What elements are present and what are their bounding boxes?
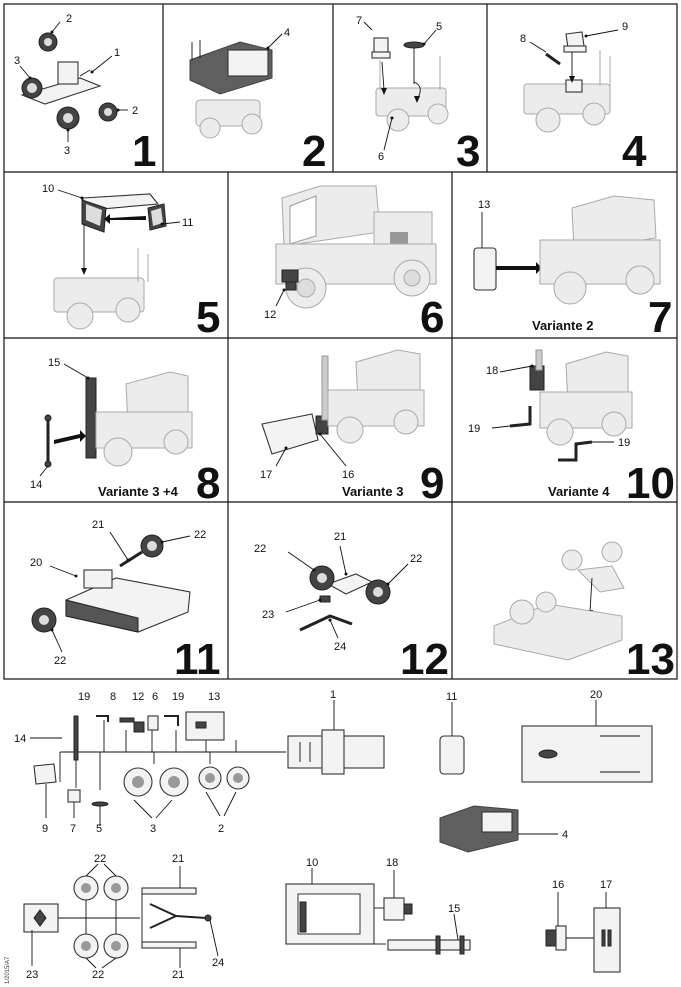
- seat-part-9: [564, 32, 586, 52]
- callout-19: 19: [78, 691, 91, 703]
- callout-12: 12: [264, 309, 277, 321]
- callout-7: 7: [356, 15, 363, 27]
- step-number: 1: [132, 127, 157, 176]
- ghost-chassis: [196, 100, 262, 138]
- panel-10: [468, 350, 675, 508]
- part-21a: [142, 888, 196, 894]
- callout-9: 9: [42, 823, 49, 835]
- callout-1: 1: [330, 689, 337, 701]
- ghost-tractor: [540, 196, 660, 304]
- part-17: [594, 908, 620, 972]
- wheel-part-22b: [366, 580, 390, 604]
- step-number: 4: [622, 127, 647, 176]
- wheel-part-3a: [22, 78, 42, 98]
- bracket-part-16: [316, 356, 328, 434]
- part-12: [134, 722, 144, 732]
- callout-10: 10: [306, 857, 319, 869]
- callout-22: 22: [92, 969, 105, 981]
- panel-12: [254, 531, 449, 684]
- panel-1: [14, 13, 156, 176]
- callout-10: 10: [42, 183, 55, 195]
- callout-21: 21: [172, 853, 185, 865]
- part-21b: [142, 942, 196, 948]
- variant-label: Variante 4: [548, 484, 610, 499]
- window-part-11: [148, 204, 166, 230]
- step-number: 9: [420, 459, 445, 508]
- lever-part-8: [546, 54, 560, 64]
- wheel-part-22a: [141, 535, 163, 557]
- callout-22: 22: [94, 853, 107, 865]
- part-5: [92, 802, 108, 820]
- variant-label: Variante 3 +4: [98, 484, 178, 499]
- ghost-vehicle: [376, 56, 448, 131]
- callout-9: 9: [622, 21, 629, 33]
- callout-22: 22: [54, 655, 67, 667]
- callout-17: 17: [260, 469, 273, 481]
- panel-3: [356, 15, 480, 176]
- callout-3: 3: [14, 55, 21, 67]
- wheel-part-22b: [32, 608, 56, 632]
- callout-19: 19: [618, 437, 631, 449]
- callout-24: 24: [334, 641, 347, 653]
- panel-9: [260, 350, 444, 508]
- wheel-part-2b: [99, 103, 117, 121]
- variant-label: Variante 2: [532, 318, 594, 333]
- panel-8: [30, 357, 220, 508]
- part-3: [124, 768, 188, 796]
- callout-11: 11: [446, 691, 458, 703]
- wheel-part-3b: [57, 107, 79, 129]
- part-1: [288, 730, 384, 774]
- panel-6: [264, 186, 444, 342]
- step-number: 2: [302, 127, 327, 176]
- mast-part-15: [86, 378, 96, 458]
- fork-part-19a: [510, 406, 530, 426]
- part-4: [440, 806, 518, 852]
- step-number: 11: [174, 635, 221, 684]
- ghost-trailer: [494, 592, 622, 660]
- callout-19: 19: [172, 691, 185, 703]
- panel-4: [520, 21, 647, 176]
- ghost-vehicle: [524, 50, 610, 132]
- callout-14: 14: [14, 733, 27, 745]
- callout-5: 5: [96, 823, 103, 835]
- part-6: [148, 716, 158, 730]
- tractor-cab: [276, 186, 436, 308]
- part-20: [522, 726, 652, 782]
- part-9: [34, 764, 56, 784]
- part-23: [24, 904, 58, 932]
- callout-8: 8: [110, 691, 117, 703]
- roof-part-10: [82, 194, 158, 232]
- variant-label: Variante 3: [342, 484, 404, 499]
- callout-12: 12: [132, 691, 145, 703]
- callout-16: 16: [342, 469, 355, 481]
- callout-23: 23: [262, 609, 275, 621]
- body-part-4: [190, 40, 272, 94]
- panel-2: [190, 27, 326, 176]
- step-number: 10: [626, 459, 675, 508]
- callout-15: 15: [448, 903, 461, 915]
- callout-2: 2: [66, 13, 73, 25]
- panel-part-13: [474, 248, 496, 290]
- callout-21: 21: [92, 519, 105, 531]
- callout-7: 7: [70, 823, 77, 835]
- step-number: 3: [456, 127, 481, 176]
- part-13: [186, 712, 224, 740]
- part-18: [384, 898, 412, 920]
- callout-14: 14: [30, 479, 43, 491]
- callout-19: 19: [468, 423, 481, 435]
- part-19b: [164, 716, 178, 726]
- callout-23: 23: [26, 969, 39, 981]
- callout-11: 11: [182, 217, 194, 229]
- ghost-tractor: [328, 350, 424, 443]
- callout-21: 21: [334, 531, 347, 543]
- callout-8: 8: [520, 33, 527, 45]
- ghost-tractor: [540, 352, 632, 445]
- callout-6: 6: [152, 691, 159, 703]
- part-14: [74, 716, 78, 760]
- part-16: [546, 926, 566, 950]
- callout-22: 22: [194, 529, 207, 541]
- callout-6: 6: [378, 151, 385, 163]
- callout-24: 24: [212, 957, 225, 969]
- part-10: [286, 884, 374, 944]
- part-19a: [96, 716, 108, 722]
- seat-part-7: [372, 38, 390, 58]
- callout-13: 13: [208, 691, 221, 703]
- callout-3: 3: [64, 145, 71, 157]
- part-24: [150, 904, 211, 928]
- panel-7: [474, 196, 672, 342]
- callout-4: 4: [284, 27, 291, 39]
- callout-4: 4: [562, 829, 569, 841]
- part-8: [120, 718, 134, 722]
- step-number: 8: [196, 459, 221, 508]
- trailer-part-20: [66, 570, 190, 632]
- callout-2: 2: [218, 823, 225, 835]
- callout-18: 18: [386, 857, 399, 869]
- callout-18: 18: [486, 365, 499, 377]
- part-22: [74, 876, 128, 958]
- cylinder-part-14: [45, 415, 51, 467]
- ghost-vehicle: [54, 248, 148, 329]
- wheel-part-2a: [39, 33, 57, 51]
- panel-11: [30, 519, 221, 684]
- step-number: 5: [196, 293, 221, 342]
- step-number: 7: [648, 293, 673, 342]
- steering-part-5: [404, 42, 424, 84]
- hitch-part-12: [282, 270, 298, 290]
- callout-3: 3: [150, 823, 157, 835]
- frame-part-18: [530, 350, 544, 390]
- callout-2: 2: [132, 105, 139, 117]
- callout-15: 15: [48, 357, 61, 369]
- drawbar-part-24: [300, 616, 352, 630]
- callout-17: 17: [600, 879, 613, 891]
- clamp-part-23: [320, 596, 330, 602]
- callout-1: 1: [114, 47, 121, 59]
- callout-5: 5: [436, 21, 443, 33]
- footer-code: 1/2015/A7: [5, 956, 11, 984]
- callout-20: 20: [590, 689, 603, 701]
- parts-overview-bottom: [24, 853, 620, 981]
- part-2: [199, 767, 249, 789]
- callout-16: 16: [552, 879, 565, 891]
- blade-part-17: [262, 414, 318, 454]
- step-number: 13: [626, 635, 675, 684]
- axle-part-21: [328, 574, 372, 594]
- callout-13: 13: [478, 199, 491, 211]
- step-number: 12: [400, 635, 449, 684]
- callout-21: 21: [172, 969, 185, 981]
- panel-13: [494, 542, 675, 684]
- axle-part-21: [120, 552, 142, 566]
- panel-5: [42, 183, 220, 342]
- part-11: [440, 736, 464, 774]
- step-number: 6: [420, 293, 445, 342]
- callout-20: 20: [30, 557, 43, 569]
- parts-overview-top: [14, 689, 652, 852]
- callout-22: 22: [410, 553, 423, 565]
- callout-22: 22: [254, 543, 267, 555]
- part-7: [68, 790, 80, 802]
- ghost-axle-assembly: [562, 542, 624, 592]
- ghost-tractor: [96, 372, 192, 466]
